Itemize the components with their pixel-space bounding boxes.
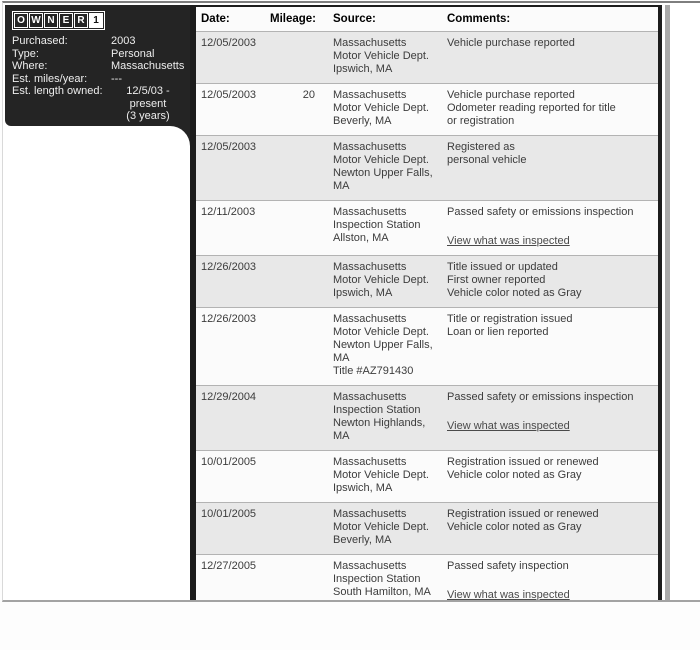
rounded-corner-notch [170, 126, 190, 146]
cell-source [320, 32, 440, 84]
table-row [196, 32, 658, 84]
cell-date: 12/11/2003 [201, 206, 256, 218]
cell-source [320, 256, 440, 308]
history-table [196, 7, 658, 602]
owner-field-value: 2003 [111, 35, 136, 47]
cell-date: 12/26/2003 [201, 261, 257, 273]
source-line: Ipswich, MA [333, 482, 393, 494]
cell-comments [440, 201, 658, 256]
owner-panel-whitespace [3, 146, 190, 601]
owner-value-line: 12/5/03 - present [126, 85, 170, 110]
cell-comments [440, 84, 658, 136]
cell-source [320, 84, 440, 136]
source-line: Beverly, MA [333, 534, 392, 546]
owner-field-value: Personal [111, 47, 155, 60]
comment-line: or registration [447, 115, 515, 127]
cell-date: 10/01/2005 [201, 508, 257, 520]
source-line: Massachusetts [333, 560, 407, 572]
cell-date: 12/05/2003 [201, 89, 257, 101]
source-line: Motor Vehicle Dept. [333, 102, 429, 114]
cell-mileage: 20 [302, 89, 315, 101]
source-line: Inspection Station [333, 219, 421, 231]
right-margin [670, 5, 700, 600]
cell-date: 12/27/2005 [201, 560, 257, 572]
cell-mileage [270, 256, 320, 308]
source-line: Title #AZ791430 [333, 365, 414, 377]
badge-letter: E [59, 13, 73, 28]
cell-source [320, 136, 440, 201]
table-row [196, 386, 658, 451]
comment-line: Vehicle color noted as Gray [447, 287, 582, 299]
source-line: Massachusetts [333, 261, 407, 273]
comment-line: Odometer reading reported for title [447, 102, 616, 114]
table-row [196, 201, 658, 256]
owner-field-row [12, 85, 185, 123]
comment-line: Title or registration issued [447, 313, 573, 325]
source-line: Massachusetts [333, 37, 407, 49]
source-line: Ipswich, MA [333, 287, 393, 299]
source-line: Motor Vehicle Dept. [333, 326, 429, 338]
owner-field-row [12, 60, 185, 73]
cell-comments [440, 32, 658, 84]
badge-letter: W [29, 13, 43, 28]
column-header-comments: Comments: [440, 7, 658, 32]
header-row [196, 7, 658, 32]
badge-letter: O [14, 13, 28, 28]
cell-date: 12/05/2003 [201, 37, 257, 49]
source-line: Motor Vehicle Dept. [333, 521, 429, 533]
cell-source [320, 503, 440, 555]
owner-field-label: Purchased: [12, 35, 68, 47]
comment-line: Passed safety or emissions inspection [447, 391, 634, 403]
cell-date: 12/26/2003 [201, 313, 257, 325]
source-line: Massachusetts [333, 456, 407, 468]
badge-letter: R [74, 13, 88, 28]
cell-mileage [270, 136, 320, 201]
source-line: Newton Upper Falls, [333, 167, 433, 179]
cell-mileage [270, 451, 320, 503]
comment-line: Registration issued or renewed [447, 456, 599, 468]
source-line: Newton Upper Falls, [333, 339, 433, 351]
report-content [3, 3, 700, 600]
cell-comments [440, 386, 658, 451]
source-line: Newton Highlands, [333, 417, 426, 429]
owner-field-value: --- [111, 72, 122, 85]
cell-source [320, 308, 440, 386]
owner-field-value: Massachusetts [111, 60, 185, 72]
cell-comments [440, 451, 658, 503]
column-header-date: Date: [196, 7, 270, 32]
owner-field-row [12, 73, 185, 86]
view-inspection-link[interactable]: View what was inspected [447, 235, 570, 247]
table-row [196, 84, 658, 136]
cell-date: 12/29/2004 [201, 391, 257, 403]
source-line: MA [333, 430, 350, 442]
owner-value-line: (3 years) [126, 110, 170, 122]
source-line: Beverly, MA [333, 115, 392, 127]
source-line: Massachusetts [333, 206, 407, 218]
source-line: Motor Vehicle Dept. [333, 469, 429, 481]
owner-field-label: Type: [12, 47, 39, 60]
table-row [196, 308, 658, 386]
comment-line: Vehicle purchase reported [447, 89, 575, 101]
cell-comments [440, 136, 658, 201]
owner-field-label: Est. length owned: [12, 85, 103, 97]
owner-panel [3, 5, 190, 600]
source-line: South Hamilton, MA [333, 586, 431, 598]
badge-letter: N [44, 13, 58, 28]
source-line: Massachusetts [333, 313, 407, 325]
cell-mileage [270, 503, 320, 555]
cell-source [320, 201, 440, 256]
table-row [196, 136, 658, 201]
owner-field-row [12, 35, 185, 48]
table-row [196, 256, 658, 308]
cell-source [320, 555, 440, 603]
source-line: Motor Vehicle Dept. [333, 50, 429, 62]
cell-mileage [270, 32, 320, 84]
owner-field-value [111, 85, 185, 123]
report-frame [2, 1, 700, 602]
cell-source [320, 386, 440, 451]
source-line: Allston, MA [333, 232, 389, 244]
owner-field-label: Est. miles/year: [12, 72, 88, 85]
badge-owner-number: 1 [89, 13, 103, 28]
comment-line: personal vehicle [447, 154, 527, 166]
owner-summary-box [5, 5, 190, 126]
comment-line: Vehicle color noted as Gray [447, 521, 582, 533]
source-line: Motor Vehicle Dept. [333, 274, 429, 286]
cell-comments [440, 503, 658, 555]
source-line: Inspection Station [333, 404, 421, 416]
table-row [196, 555, 658, 603]
cell-comments [440, 308, 658, 386]
owner-fields [12, 35, 185, 123]
source-line: Massachusetts [333, 141, 407, 153]
source-line: MA [333, 180, 350, 192]
source-line: Inspection Station [333, 573, 421, 585]
view-inspection-link[interactable]: View what was inspected [447, 420, 570, 432]
source-line: Motor Vehicle Dept. [333, 154, 429, 166]
cell-comments [440, 555, 658, 603]
history-table-section [190, 5, 662, 600]
cell-mileage [270, 555, 320, 603]
source-line: Massachusetts [333, 508, 407, 520]
column-header-source: Source: [320, 7, 440, 32]
table-row [196, 451, 658, 503]
comment-line: Passed safety inspection [447, 560, 569, 572]
comment-line: Registered as [447, 141, 515, 153]
cell-source [320, 451, 440, 503]
source-line: Massachusetts [333, 391, 407, 403]
column-header-mileage: Mileage: [270, 7, 320, 32]
source-line: MA [333, 352, 350, 364]
owner-badge [12, 11, 105, 30]
table-row [196, 503, 658, 555]
comment-line: First owner reported [447, 274, 546, 286]
cell-mileage [270, 386, 320, 451]
comment-line: Loan or lien reported [447, 326, 549, 338]
owner-field-row [12, 48, 185, 61]
source-line: Ipswich, MA [333, 63, 393, 75]
cell-comments [440, 256, 658, 308]
comment-line: Vehicle purchase reported [447, 37, 575, 49]
cell-mileage [270, 201, 320, 256]
view-inspection-link[interactable]: View what was inspected [447, 589, 570, 601]
comment-line: Passed safety or emissions inspection [447, 206, 634, 218]
comment-line: Title issued or updated [447, 261, 558, 273]
comment-line: Registration issued or renewed [447, 508, 599, 520]
cell-mileage [270, 308, 320, 386]
source-line: Massachusetts [333, 89, 407, 101]
comment-line: Vehicle color noted as Gray [447, 469, 582, 481]
cell-date: 12/05/2003 [201, 141, 257, 153]
cell-date: 10/01/2005 [201, 456, 257, 468]
owner-field-label: Where: [12, 60, 48, 72]
